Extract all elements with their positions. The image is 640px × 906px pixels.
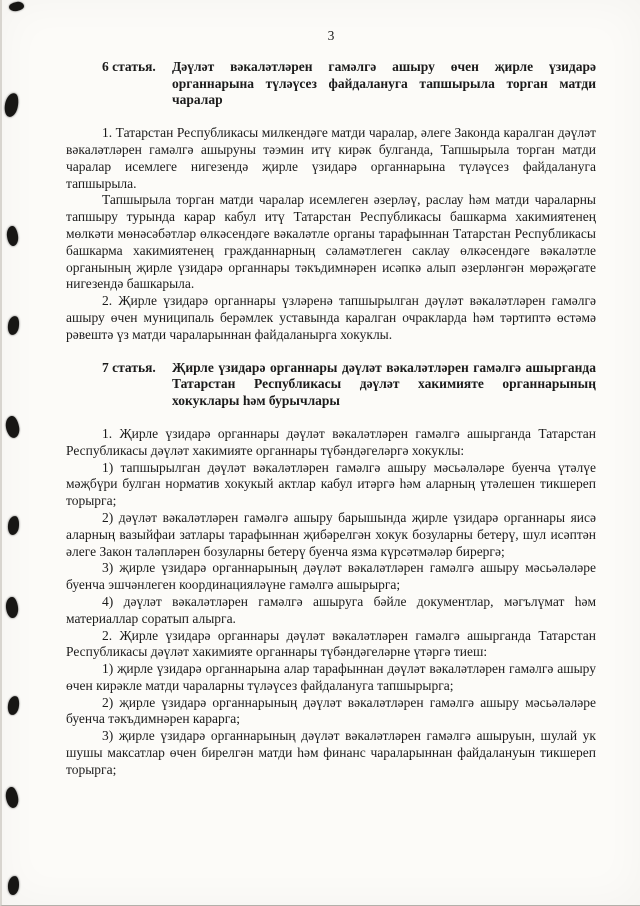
- article-6-title: Дәүләт вәкаләтләрен гамәлгә ашыру өчен җирле үзидарә органнарына түләүсез файдалануга тапшырыла торган матди чаралар: [172, 58, 596, 108]
- article-7-paragraph-9: 3) җирле үзидарә органнарының дәүләт вәкаләтләрен гамәлгә ашыруын, шулай ук шушы максатлар өчен бирелгән матди һәм финанс чараларыннан файдалануын тикшереп торырга;: [66, 728, 596, 777]
- scan-artifact: [4, 415, 21, 439]
- scan-artifact: [8, 1, 24, 12]
- article-7-heading: [102, 360, 596, 410]
- scan-artifact: [7, 875, 20, 895]
- scan-artifact: [6, 225, 19, 246]
- article-7-paragraph-7: 1) җирле үзидарә органнарына алар тарафыннан дәүләт вәкаләтләрен гамәлгә ашыру өчен кирәкле матди чараларны түләүсез файдалануга тапшырырга;: [66, 661, 596, 693]
- article-6-paragraph-1: 1. Татарстан Республикасы милкендәге матди чаралар, әлеге Законда каралган дәүләт вәкаләтләрен гамәлгә ашыруны тәэмин итү кирәк булганда, Тапшырыла торган матди чаралар исемлеге нигезендә җирле үзидарә органнарына түләүсез файдалануга тапшырыла.: [66, 125, 596, 191]
- article-6-paragraph-2: Тапшырыла торган матди чаралар исемлеген әзерләү, раслау һәм матди чараларны тапшыру турында карар кабул итү Татарстан Республикасы башкарма хакимиятенең мөлкәти мөнәсәбәтләр өлкәсендәге вәкаләтле органы тарафыннан Татарстан Республикасы башкарма хакимиятенең гражданнарның сәламәтлеген саклау өлкәсендәге вәкаләтле органының җирле үзидарә органнары тәкъдимнәрен исәпкә алып әзерләнгән мөрәҗәгате нигезендә башкарыла.: [66, 192, 596, 292]
- article-7-paragraph-5: 4) дәүләт вәкаләтләрен гамәлгә ашыруга бәйле документлар, мәгълүмат һәм материаллар соратып алырга.: [66, 593, 596, 626]
- article-7-title: Җирле үзидарә органнары дәүләт вәкаләтләрен гамәлгә ашырганда Татарстан Республикасы дәүләт хакимияте органнарының хокуклары һәм бурычлары: [172, 359, 596, 409]
- article-6-heading: [102, 59, 596, 109]
- article-7-paragraph-2: 1) тапшырылган дәүләт вәкаләтләрен гамәлгә ашыру мәсьәләләре буенча үтәлүе мәҗбүри булган норматив хокукый актлар кабул итәргә һәм аларның үтәлешен тикшереп торырга;: [66, 459, 596, 509]
- article-7-paragraph-4: 3) җирле үзидарә органнарының дәүләт вәкаләтләрен гамәлгә ашыру мәсьәләләре буенча эшчәнлеген координацияләүне гамәлгә ашырырга;: [66, 560, 596, 593]
- article-7-label: 7 статья.: [102, 359, 156, 375]
- scan-artifact: [4, 786, 19, 809]
- page-number: 3: [327, 28, 335, 43]
- page-content: [66, 28, 596, 779]
- article-7-paragraph-1: 1. Җирле үзидарә органнары дәүләт вәкаләтләрен гамәлгә ашырганда Татарстан Республикасы дәүләт хакимияте органнары түбәндәгеләргә хокуклы:: [66, 425, 596, 458]
- scan-artifact: [5, 597, 19, 619]
- scan-artifact: [7, 515, 20, 535]
- article-7-paragraph-8: 2) җирле үзидарә органнарының дәүләт вәкаләтләрен гамәлгә ашыру мәсьәләләре буенча тәкъдимнәрен карарга;: [66, 694, 596, 727]
- scan-artifact: [3, 92, 21, 118]
- scan-artifact: [7, 315, 21, 335]
- article-6-paragraph-3: 2. Җирле үзидарә органнары үзләренә тапшырылган дәүләт вәкаләтләрен гамәлгә ашыру өчен муниципаль берәмлек уставында каралган очракларда һәм тәртиптә өстәмә рәвештә үз матди чараларыннан файдаланырга хокуклы.: [66, 293, 596, 342]
- article-7-paragraph-3: 2) дәүләт вәкаләтләрен гамәлгә ашыру барышында җирле үзидарә органнары яисә аларның вазыйфаи затлары тарафыннан җибәрелгән хокук бозуларны бетерү, шул исәптән әлеге Закон таләпләрен бозуларны бетерү буенча язма күрсәтмәләр бирергә;: [66, 509, 596, 559]
- article-7-paragraph-6: 2. Җирле үзидарә органнары дәүләт вәкаләтләрен гамәлгә ашырганда Татарстан Республикасы дәүләт хакимияте органнары түбәндәгеләрне үтәргә тиеш:: [66, 627, 596, 660]
- article-6-label: 6 статья.: [102, 58, 156, 74]
- scan-artifact: [6, 695, 20, 716]
